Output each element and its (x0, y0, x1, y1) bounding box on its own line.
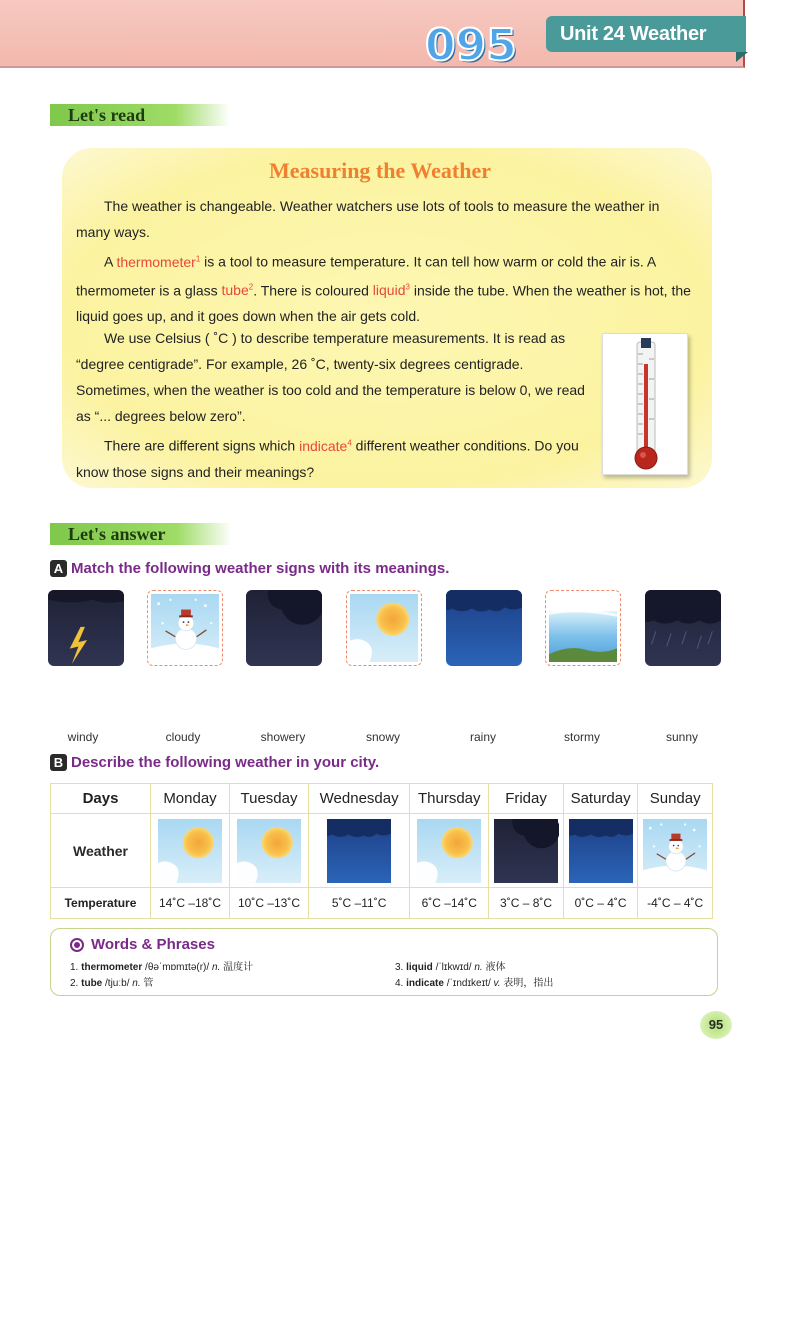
part-a-heading (50, 560, 449, 577)
bullet-circle-icon (70, 938, 84, 952)
day-cell: Friday (489, 784, 564, 814)
snowy-icon (642, 819, 708, 883)
rainy-icon[interactable] (446, 590, 522, 666)
part-a-badge: A (50, 560, 67, 577)
weather-cell (151, 814, 230, 888)
reading-title: Measuring the Weather (268, 158, 491, 183)
weather-word-row (48, 730, 738, 746)
gloss-phonetic: /ˈɪndɪkeɪt/ (446, 978, 491, 989)
table-row-weather (51, 814, 713, 888)
temp-cell: 10˚C –13˚C (230, 888, 309, 919)
gloss-num: 4. (395, 978, 404, 989)
footnote-marker: 2 (248, 282, 254, 292)
day-cell: Saturday (563, 784, 638, 814)
weather-cell (309, 814, 410, 888)
word-rainy[interactable]: rainy (469, 730, 496, 744)
keyword-tube (222, 282, 254, 298)
word-stormy[interactable]: stormy (564, 730, 600, 744)
unit-title: Unit 24 Weather (560, 23, 707, 45)
word-windy[interactable]: windy (67, 730, 99, 744)
gloss-meaning: 管 (143, 978, 154, 989)
part-a-instruction: Match the following weather signs with its meanings. (71, 560, 450, 577)
showery-icon[interactable] (645, 590, 721, 666)
gloss-item (395, 977, 553, 991)
gloss-word: liquid (406, 962, 433, 973)
unit-title-tab (546, 16, 746, 52)
keyword-thermometer (116, 254, 200, 270)
gloss-pos: n. (132, 978, 141, 989)
section-heading-read: Let's read (50, 104, 230, 126)
reading-paragraph-3-text: We use Celsius ( ˚C ) to describe temperature measurements. It is read as “degree centigrade”. For example, 26 ˚C, twenty-six degrees centigrade. Sometimes, when the weather is too cold and the temperature is below 0, we read as “... degrees below zero”. (76, 330, 585, 424)
text-run: A (104, 253, 117, 270)
weather-cell (410, 814, 489, 888)
showery-sign-graphic (645, 590, 721, 666)
row-label-days: Days (51, 784, 151, 814)
sunny-icon[interactable] (346, 590, 422, 666)
stormy-icon[interactable] (48, 590, 124, 666)
gloss-meaning: 液体 (485, 962, 506, 973)
gloss-pos: v. (493, 978, 501, 989)
reading-paragraph-1 (76, 193, 691, 245)
sunny-icon (414, 819, 484, 883)
gloss-item (70, 961, 253, 975)
day-cell: Tuesday (230, 784, 309, 814)
rainy-icon (568, 819, 634, 883)
word-sunny[interactable]: sunny (665, 730, 699, 744)
reading-paragraph-1-text: The weather is changeable. Weather watchers use lots of tools to measure the weather in many ways. (76, 198, 660, 240)
word-showery[interactable]: showery (260, 730, 306, 744)
weather-cell (230, 814, 309, 888)
snowy-sign-graphic (151, 594, 219, 662)
part-b-heading (50, 754, 379, 771)
temp-cell: 0˚C – 4˚C (563, 888, 638, 919)
day-cell: Thursday (410, 784, 489, 814)
rainy-sign-graphic (446, 590, 522, 666)
lesson-number-text: 095 (425, 20, 517, 71)
reading-paragraph-3 (76, 325, 596, 429)
text-run: is a tool to measure temperature. It can tell how warm or cold the air is. A thermometer is a glass (76, 253, 656, 299)
keyword-liquid (373, 282, 410, 298)
text-run: There are different signs which (104, 437, 300, 454)
weather-cell (563, 814, 638, 888)
sunny-icon (155, 819, 225, 883)
gloss-phonetic: /θəˈmɒmɪtə(r)/ (145, 962, 210, 973)
row-label-weather: Weather (51, 814, 151, 888)
text-run: inside the tube. When the weather is hot, the liquid goes up, and it goes down when the air gets cold. (76, 282, 691, 325)
cloudy-icon[interactable] (246, 590, 322, 666)
gloss-num: 3. (395, 962, 404, 973)
temp-cell: 6˚C –14˚C (410, 888, 489, 919)
section-heading-answer: Let's answer (50, 523, 232, 545)
thermometer-icon (603, 334, 689, 476)
footnote-marker: 3 (405, 282, 410, 292)
temp-cell: 5˚C –11˚C (309, 888, 410, 919)
word-cloudy[interactable]: cloudy (165, 730, 201, 744)
day-cell: Sunday (638, 784, 713, 814)
text-run: different weather conditions. Do you know those signs and their meanings? (76, 437, 579, 480)
stormy-sign-graphic (48, 590, 124, 666)
sunny-icon (234, 819, 304, 883)
gloss-word: indicate (406, 978, 444, 989)
keyword-text: thermometer (116, 253, 196, 270)
reading-paragraph-2 (76, 246, 691, 329)
windy-icon[interactable] (545, 590, 621, 666)
rainy-icon (314, 819, 404, 883)
reading-paragraph-4 (76, 430, 596, 485)
part-b-badge: B (50, 754, 67, 771)
cloudy-sign-graphic (246, 590, 322, 666)
footnote-marker: 4 (347, 438, 352, 447)
temp-cell: -4˚C – 4˚C (638, 888, 713, 919)
gloss-pos: n. (211, 962, 221, 973)
page-number: 95 (700, 1011, 732, 1039)
lesson-number (425, 22, 517, 70)
gloss-word: tube (81, 978, 103, 989)
gloss-word: thermometer (81, 962, 143, 973)
weather-cell (489, 814, 564, 888)
weather-cell (638, 814, 713, 888)
sunny-sign-graphic (350, 594, 418, 662)
table-row-days (51, 784, 713, 814)
weather-table (50, 783, 713, 919)
words-phrases-title (70, 936, 215, 953)
gloss-item (395, 961, 506, 975)
keyword-text: liquid (372, 282, 406, 299)
snowy-icon[interactable] (147, 590, 223, 666)
table-row-temperature (51, 888, 713, 919)
keyword-text: indicate (299, 437, 348, 454)
part-b-instruction: Describe the following weather in your city. (71, 754, 380, 771)
footnote-marker: 1 (195, 254, 201, 263)
windy-sign-graphic (549, 594, 617, 662)
gloss-phonetic: /tjuːb/ (105, 978, 130, 989)
gloss-pos: n. (474, 962, 483, 973)
day-cell: Wednesday (309, 784, 410, 814)
weather-sign-row (48, 590, 723, 668)
day-cell: Monday (151, 784, 230, 814)
gloss-num: 2. (70, 978, 79, 989)
temp-cell: 3˚C – 8˚C (489, 888, 564, 919)
gloss-item (70, 977, 153, 991)
row-label-temperature: Temperature (51, 888, 151, 919)
keyword-text: tube (221, 282, 249, 299)
temp-cell: 14˚C –18˚C (151, 888, 230, 919)
gloss-num: 1. (70, 962, 79, 973)
thermometer-picture (602, 333, 688, 475)
text-run: . There is coloured (253, 282, 373, 299)
word-snowy[interactable]: snowy (365, 730, 400, 744)
cloudy-icon (493, 819, 559, 883)
gloss-meaning: 表明，指出 (503, 978, 554, 989)
keyword-indicate (299, 438, 352, 454)
gloss-phonetic: /ˈlɪkwɪd/ (435, 962, 472, 973)
words-phrases-title-text: Words & Phrases (91, 936, 215, 953)
gloss-meaning: 温度计 (223, 962, 254, 973)
